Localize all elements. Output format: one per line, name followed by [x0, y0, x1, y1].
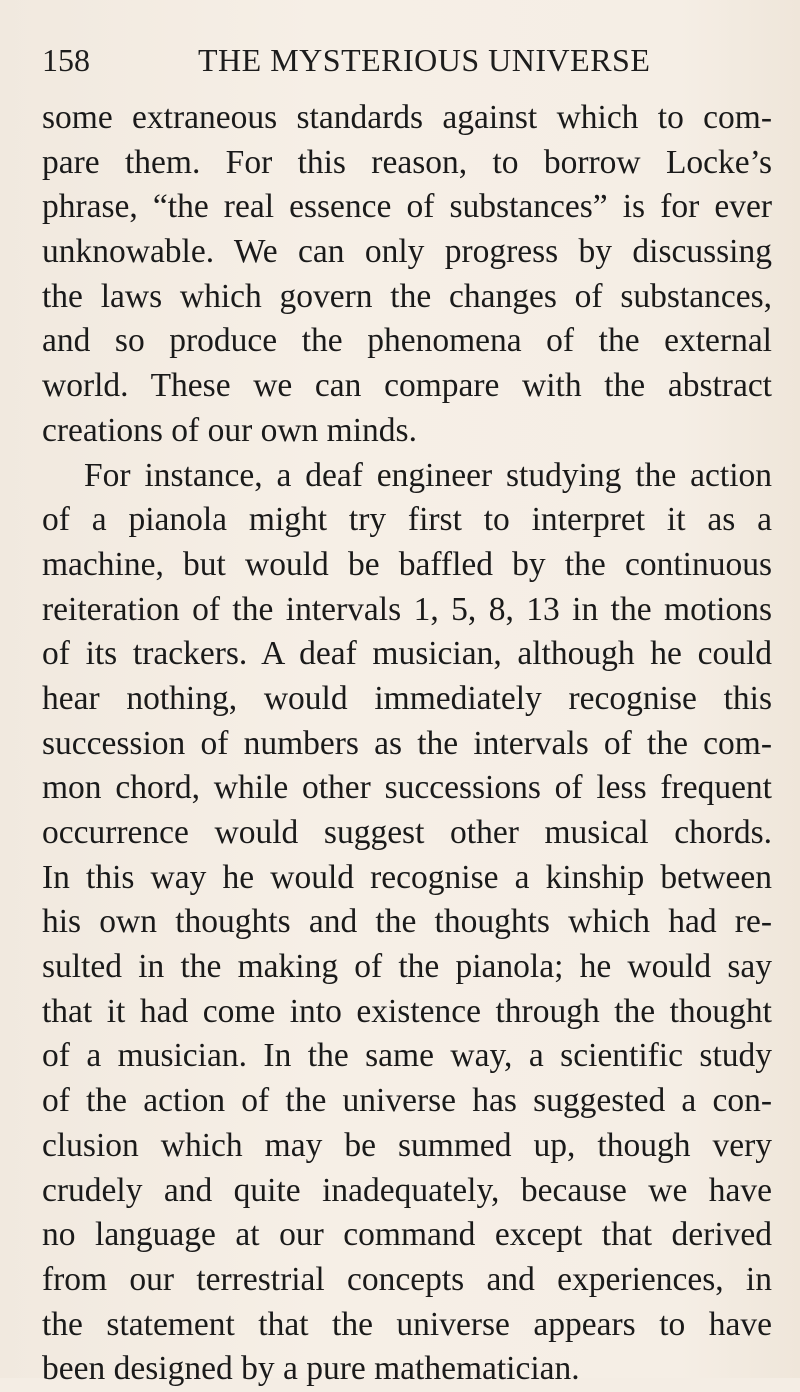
text-line: succession of numbers as the intervals of the com-: [42, 724, 772, 762]
text-line: that it had come into existence through the thought: [42, 992, 772, 1030]
text-line: For instance, a deaf engineer studying the action: [84, 456, 772, 494]
body-text: [42, 96, 772, 1392]
text-line: creations of our own minds.: [42, 411, 417, 449]
text-line: of the action of the universe has suggested a con-: [42, 1082, 772, 1120]
text-line: his own thoughts and the thoughts which had re-: [42, 903, 772, 941]
text-line: hear nothing, would immediately recognise this: [42, 679, 772, 717]
text-line: In this way he would recognise a kinship between: [42, 858, 772, 896]
page-number: 158: [42, 42, 90, 78]
running-title: THE MYSTERIOUS UNIVERSE: [198, 42, 651, 78]
text-line: of a musician. In the same way, a scientific study: [42, 1037, 772, 1075]
text-line: and so produce the phenomena of the external: [42, 322, 772, 360]
text-line: pare them. For this reason, to borrow Locke’s: [42, 143, 772, 181]
text-line: world. These we can compare with the abstract: [42, 367, 772, 405]
text-line: unknowable. We can only progress by discussing: [42, 233, 772, 271]
text-line: some extraneous standards against which to com-: [42, 99, 772, 136]
text-line: mon chord, while other successions of less frequent: [42, 769, 772, 807]
text-line: the laws which govern the changes of substances,: [42, 277, 772, 315]
text-line: occurrence would suggest other musical chords.: [42, 814, 772, 851]
text-line: phrase, “the real essence of substances” is for ever: [42, 188, 772, 226]
text-line: sulted in the making of the pianola; he would say: [42, 948, 772, 986]
text-line: of its trackers. A deaf musician, although he could: [42, 635, 772, 673]
text-line: the statement that the universe appears to have: [42, 1305, 772, 1343]
text-line: machine, but would be baffled by the continuous: [42, 545, 772, 583]
text-line: clusion which may be summed up, though very: [42, 1126, 772, 1164]
text-line: crudely and quite inadequately, because we have: [42, 1171, 772, 1209]
text-line: reiteration of the intervals 1, 5, 8, 13 in the motions: [42, 590, 772, 628]
text-line: been designed by a pure mathematician.: [42, 1350, 580, 1388]
text-line: from our terrestrial concepts and experiences, in: [42, 1260, 772, 1298]
page-header: [42, 42, 772, 86]
text-line: no language at our command except that derived: [42, 1216, 772, 1254]
text-line: of a pianola might try first to interpret it as a: [42, 501, 772, 539]
